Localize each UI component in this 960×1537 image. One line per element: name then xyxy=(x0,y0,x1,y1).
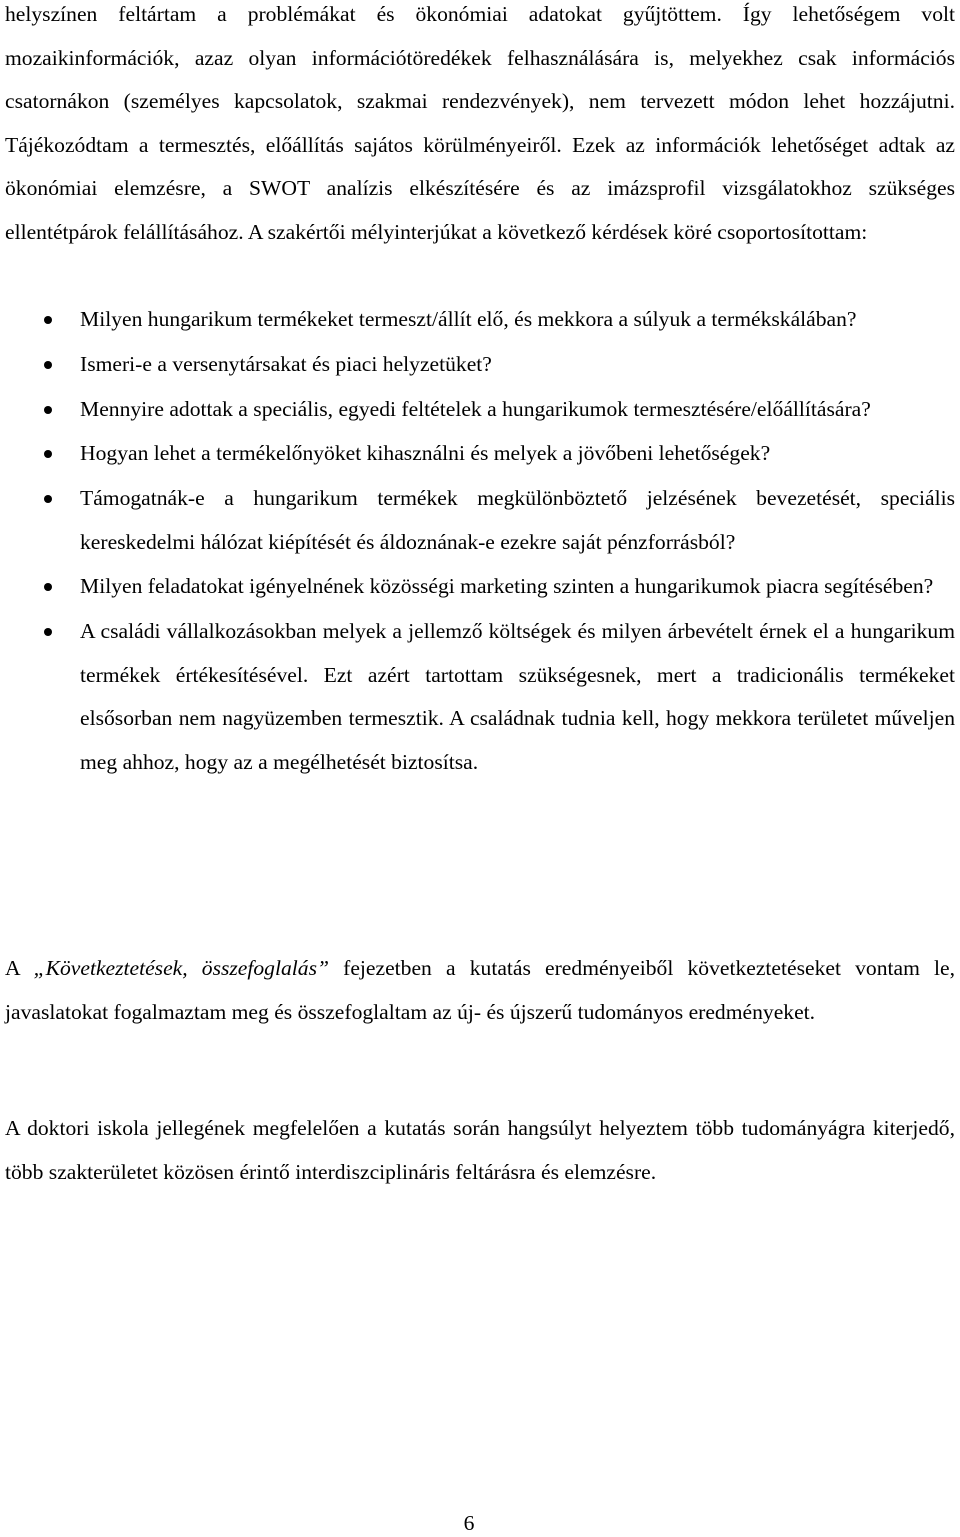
chapter-title: „Következtetések, összefoglalás” xyxy=(33,956,329,980)
bullet-icon xyxy=(44,361,52,369)
list-item xyxy=(5,298,955,342)
question-text: Milyen feladatokat igényelnének közösségi marketing szinten a hungarikumok piacra segítésében? xyxy=(80,574,934,599)
list-item xyxy=(5,610,955,784)
question-text: Mennyire adottak a speciális, egyedi feltételek a hungarikumok termesztésére/előállítására? xyxy=(80,396,871,421)
question-text: Ismeri-e a versenytársakat és piaci helyzetüket? xyxy=(80,351,492,376)
list-item xyxy=(5,477,955,564)
intro-paragraph: helyszínen feltártam a problémákat és ökonómiai adatokat gyűjtöttem. Így lehetőségem volt mozaikinformációk, azaz olyan információtöredékek felhasználására is, melyekhez csak információs csatornákon (személyes kapcsolatok, szakmai rendezvények), nem tervezett módon lehet hozzájutni. Tájékozódtam a termesztés, előállítás sajátos körülményeiről. Ezek az információk lehetőséget adtak az ökonómiai elemzésre, a SWOT analízis elkészítésére és az imázsprofil vizsgálatokhoz szükséges ellentétpárok felállításához. A szakértői mélyinterjúkat a következő kérdések köré csoportosítottam: xyxy=(5,2,955,244)
list-item xyxy=(5,343,955,387)
question-text: Milyen hungarikum termékeket termeszt/állít elő, és mekkora a súlyuk a termékskálában? xyxy=(80,307,857,331)
page-number: 6 xyxy=(463,1511,475,1535)
doctoral-school-paragraph: A doktori iskola jellegének megfelelően a kutatás során hangsúlyt helyeztem több tudományágra kiterjedő, több szakterületet közösen érintő interdiszciplináris feltárásra és elemzésre. xyxy=(5,1116,955,1184)
conclusions-prefix: A xyxy=(5,956,34,980)
list-item xyxy=(5,432,955,476)
bullet-icon xyxy=(44,406,52,414)
bullet-icon xyxy=(44,450,52,458)
interview-questions-list xyxy=(5,298,955,786)
conclusions-text: fejezetben a kutatás eredményeiből következtetéseket vontam le, javaslatokat fogalmaztam meg és összefoglaltam az új- és újszerű tudományos eredményeket. xyxy=(5,956,956,1024)
list-item xyxy=(5,388,955,432)
question-text: Támogatnák-e a hungarikum termékek megkülönböztető jelzésének bevezetését, speciális kereskedelmi hálózat kiépítését és áldoznának-e ezekre saját pénzforrásból? xyxy=(80,486,955,554)
question-text: Hogyan lehet a termékelőnyöket kihasználni és melyek a jövőbeni lehetőségek? xyxy=(80,441,771,466)
bullet-icon xyxy=(44,628,52,636)
list-item xyxy=(5,565,955,609)
question-text: A családi vállalkozásokban melyek a jellemző költségek és milyen árbevételt érnek el a hungarikum termékek értékesítésével. Ezt azért tartottam szükségesnek, mert a tradicionális termékeket elsősorban nem nagyüzemben termesztik. A családnak tudnia kell, hogy mekkora területet műveljen meg ahhoz, hogy az a megélhetését biztosítsa. xyxy=(80,619,955,774)
bullet-icon xyxy=(44,316,52,324)
bullet-icon xyxy=(44,495,52,503)
bullet-icon xyxy=(44,583,52,591)
conclusions-paragraph xyxy=(5,947,955,1034)
